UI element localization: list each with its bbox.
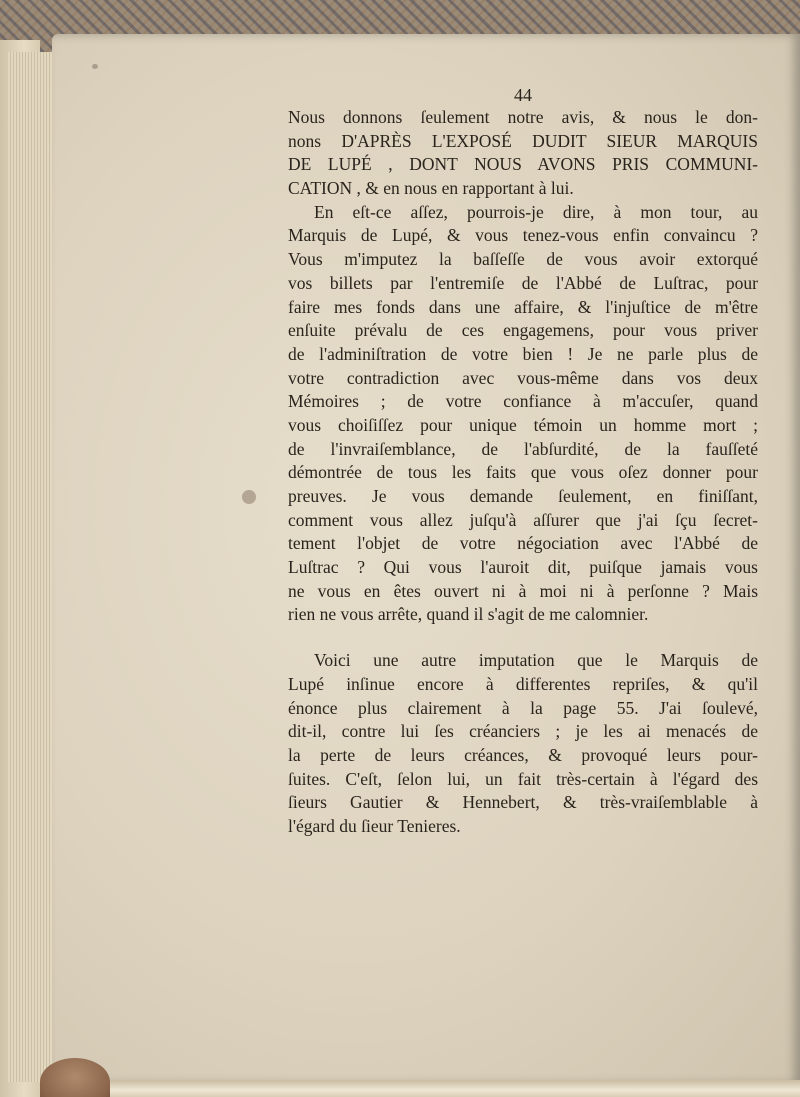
paragraph-3 — [288, 649, 758, 839]
page-text — [288, 84, 758, 839]
text-line: vous choiſiſſez pour unique témoin un homme mort ; — [288, 414, 758, 435]
paragraph-2 — [288, 201, 758, 627]
paragraph-1 — [288, 106, 758, 201]
text-line: DE LUPÉ , DONT NOUS AVONS PRIS COMMUNI- — [288, 154, 758, 175]
paragraph-gap — [288, 627, 758, 649]
text-line: la perte de leurs créances, & provoqué leurs pour- — [288, 744, 758, 765]
text-line: En eſt-ce aſſez, pourrois-je dire, à mon tour, au — [314, 201, 758, 222]
text-line: nons D'APRÈS L'EXPOSÉ DUDIT SIEUR MARQUIS — [288, 130, 758, 151]
text-line: énonce plus clairement à la page 55. J'ai ſoulevé, — [288, 697, 758, 718]
text-line: Marquis de Lupé, & vous tenez-vous enfin convaincu ? — [288, 225, 758, 246]
text-line: ſuites. C'eſt, ſelon lui, un fait très-certain à l'égard des — [288, 768, 758, 789]
text-line: enſuite prévalu de ces engagemens, pour vous priver — [288, 320, 758, 341]
text-line: Mémoires ; de votre confiance à m'accuſer, quand — [288, 391, 758, 412]
text-line: Voici une autre imputation que le Marquis de — [314, 650, 758, 671]
ink-speck — [92, 64, 98, 69]
text-line: l'égard du ſieur Tenieres. — [288, 815, 461, 836]
text-line: preuves. Je vous demande ſeulement, en finiſſant, — [288, 486, 758, 506]
text-line: Luſtrac ? Qui vous l'auroit dit, puiſque jamais vous — [288, 557, 758, 578]
text-line: de l'adminiſtration de votre bien ! Je ne parle plus de — [288, 343, 758, 364]
page-bottom-edge — [40, 1080, 800, 1097]
text-line: rien ne vous arrête, quand il s'agit de me calomnier. — [288, 604, 649, 625]
page-number: 44 — [514, 85, 532, 105]
text-line: comment vous allez juſqu'à aſſurer que j'ai ſçu ſecret- — [288, 509, 758, 530]
text-line: démontrée de tous les faits que vous oſez donner pour — [288, 462, 758, 483]
text-line: ne vous en êtes ouvert ni à moi ni à perſonne ? Mais — [288, 580, 758, 601]
text-line: tement l'objet de votre négociation avec l'Abbé de — [288, 533, 758, 554]
text-line: ſieurs Gautier & Hennebert, & très-vraiſemblable à — [288, 792, 758, 813]
text-line: de l'invraiſemblance, de l'abſurdité, de la fauſſeté — [288, 438, 758, 459]
text-line: dit-il, contre lui ſes créanciers ; je les ai menacés de — [288, 721, 758, 742]
text-line: Vous m'imputez la baſſeſſe de vous avoir extorqué — [288, 249, 758, 270]
text-line: faire mes fonds dans une affaire, & l'injuſtice de m'être — [288, 296, 758, 317]
text-line: Nous donnons ſeulement notre avis, & nous le don- — [288, 107, 758, 127]
text-line: vos billets par l'entremiſe de l'Abbé de Luſtrac, pour — [288, 272, 758, 293]
text-line: CATION , & en nous en rapportant à lui. — [288, 178, 574, 199]
ink-stain — [242, 490, 256, 504]
text-line: votre contradiction avec vous-même dans vos deux — [288, 367, 758, 388]
text-line: Lupé inſinue encore à differentes repriſes, & qu'il — [288, 673, 758, 694]
